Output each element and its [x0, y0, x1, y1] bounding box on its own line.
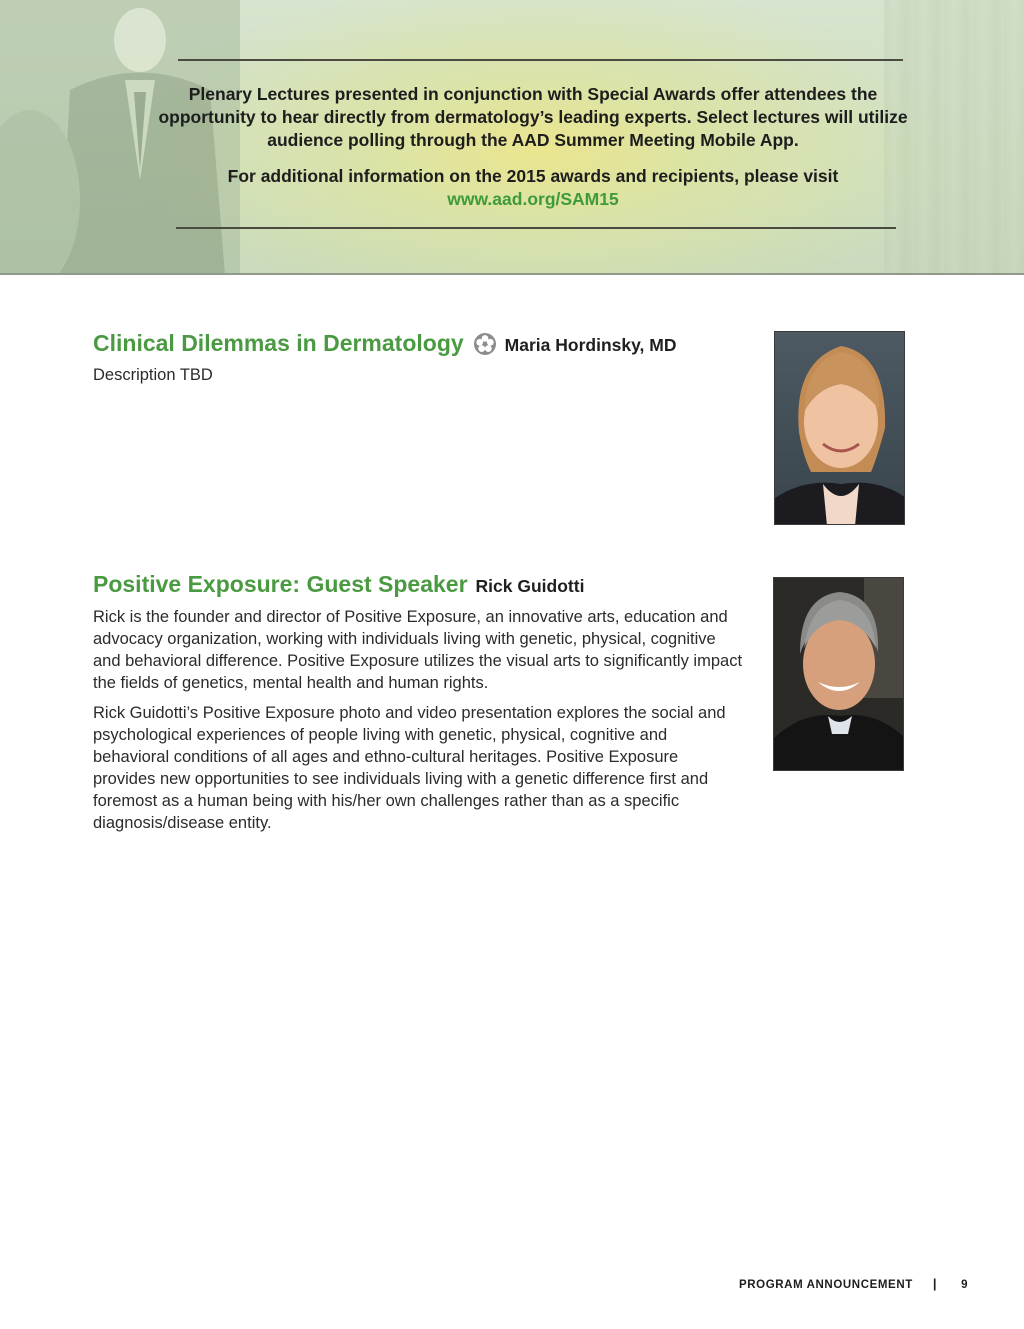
speaker-name: Maria Hordinsky, MD [504, 335, 677, 355]
section-title: Positive Exposure: Guest Speaker [93, 571, 468, 597]
banner-paragraph-1: Plenary Lectures presented in conjunction with Special Awards offer attendees the opportunity to hear directly from dermatology’s leading experts. Select lectures will utilize audience polling through the AAD Summer Meeting Mobile App. [158, 84, 908, 150]
page-footer [739, 1276, 968, 1291]
section-heading-clinical-dilemmas [93, 327, 676, 357]
banner-rule-bottom [176, 227, 896, 229]
speaker-photo-rick-guidotti [773, 577, 904, 771]
section-description-clinical-dilemmas [93, 364, 743, 386]
description-paragraph-1: Rick is the founder and director of Positive Exposure, an innovative arts, education and advocacy organization, working with individuals living with genetic, physical, cognitive and behavioral difference. Positive Exposure utilizes the visual arts to significantly impact the fields of genetics, mental health and human rights. [93, 608, 743, 692]
section-heading-positive-exposure [93, 571, 584, 598]
banner-text [140, 83, 926, 211]
audience-polling-icon [473, 332, 497, 356]
description-paragraph: Description TBD [93, 366, 213, 384]
section-title: Clinical Dilemmas in Dermatology [93, 330, 464, 356]
section-description-positive-exposure [93, 606, 743, 834]
footer-label: PROGRAM ANNOUNCEMENT [739, 1279, 913, 1291]
banner-paragraph-2 [140, 165, 926, 211]
footer-separator: | [932, 1276, 938, 1291]
sam15-link[interactable]: www.aad.org/SAM15 [447, 189, 619, 209]
speaker-name: Rick Guidotti [475, 576, 585, 596]
description-paragraph-2: Rick Guidotti’s Positive Exposure photo and video presentation explores the social and psychological experiences of people living with genetic, physical, cognitive and behavioral conditions of all ages and ethno-cultural heritages. Positive Exposure provides new opportunities to see individuals living with a genetic difference first and foremost as a human being with his/her own challenges rather than as a specific diagnosis/disease entity. [93, 704, 726, 832]
page-number: 9 [961, 1279, 969, 1291]
header-banner [0, 0, 1024, 275]
speaker-photo-maria-hordinsky [774, 331, 905, 525]
banner-paragraph-2-text: For additional information on the 2015 awards and recipients, please visit [227, 166, 839, 186]
banner-rule-top [178, 59, 903, 61]
